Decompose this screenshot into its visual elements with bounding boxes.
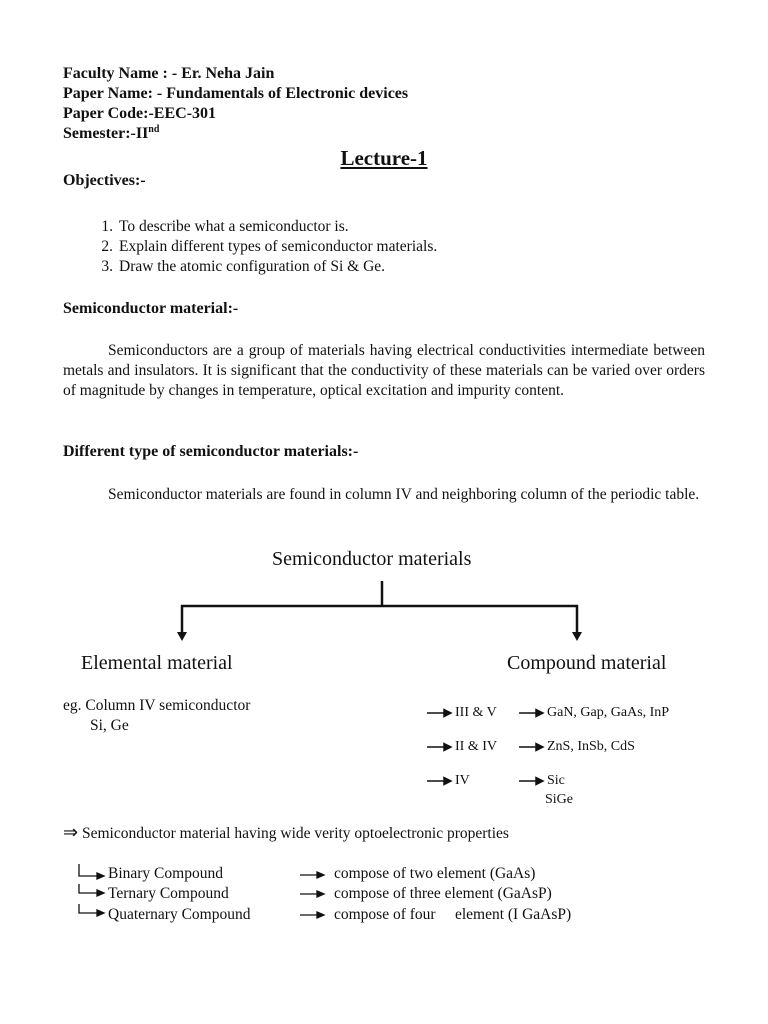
types-heading: Different type of semiconductor materials:- <box>63 443 359 460</box>
semiconductor-heading: Semiconductor material:- <box>63 300 239 317</box>
semiconductor-paragraph: Semiconductors are a group of materials having electrical conductivities intermediate between metals and insulators. It is significant that the conductivity of these materials can be varied over orders of magnitude by changes in temperature, optical excitation and impurity content. <box>63 342 705 399</box>
elemental-example: eg. Column IV semiconductor <box>63 697 251 714</box>
compound-examples: ZnS, InSb, CdS <box>547 739 635 754</box>
semester-text: Semester:-II <box>63 125 149 142</box>
objective-number: 2. <box>101 238 113 255</box>
double-arrow-icon: ⇒ <box>63 822 79 843</box>
compound-type-name: Ternary Compound <box>108 885 229 902</box>
compound-type-name: Quaternary Compound <box>108 906 251 923</box>
semester-superscript: nd <box>148 124 160 135</box>
paper-name: Paper Name: - Fundamentals of Electronic devices <box>63 85 409 102</box>
objective-number: 3. <box>101 258 113 275</box>
compound-examples: GaN, Gap, GaAs, InP <box>547 705 670 720</box>
diagram-root-label: Semiconductor materials <box>272 548 472 570</box>
compound-material-label: Compound material <box>507 652 667 674</box>
compound-group: IV <box>455 773 470 788</box>
compound-examples-extra: SiGe <box>545 792 573 807</box>
objective-text: To describe what a semiconductor is. <box>119 218 349 235</box>
compound-type-desc: compose of two element (GaAs) <box>334 865 536 882</box>
objective-text: Draw the atomic configuration of Si & Ge. <box>119 258 386 275</box>
compound-type-name: Binary Compound <box>108 865 223 882</box>
faculty-name: Faculty Name : - Er. Neha Jain <box>63 65 275 82</box>
types-paragraph: Semiconductor materials are found in column IV and neighboring column of the periodic table. <box>108 486 700 503</box>
compound-type-desc: compose of four element (I GaAsP) <box>334 906 572 923</box>
objective-text: Explain different types of semiconductor materials. <box>119 238 438 255</box>
compound-group: II & IV <box>455 739 497 754</box>
paper-code: Paper Code:-EEC-301 <box>63 105 217 122</box>
objectives-heading: Objectives:- <box>63 172 146 189</box>
compound-examples: Sic <box>547 773 565 788</box>
elemental-example-elements: Si, Ge <box>90 717 129 734</box>
elemental-material-label: Elemental material <box>81 652 233 674</box>
optoelectronic-text: Semiconductor material having wide verity optoelectronic properties <box>81 825 509 842</box>
compound-type-desc: compose of three element (GaAsP) <box>334 885 552 902</box>
objective-number: 1. <box>101 218 113 235</box>
compound-group: III & V <box>455 705 497 720</box>
lecture-title: Lecture-1 <box>340 146 428 170</box>
